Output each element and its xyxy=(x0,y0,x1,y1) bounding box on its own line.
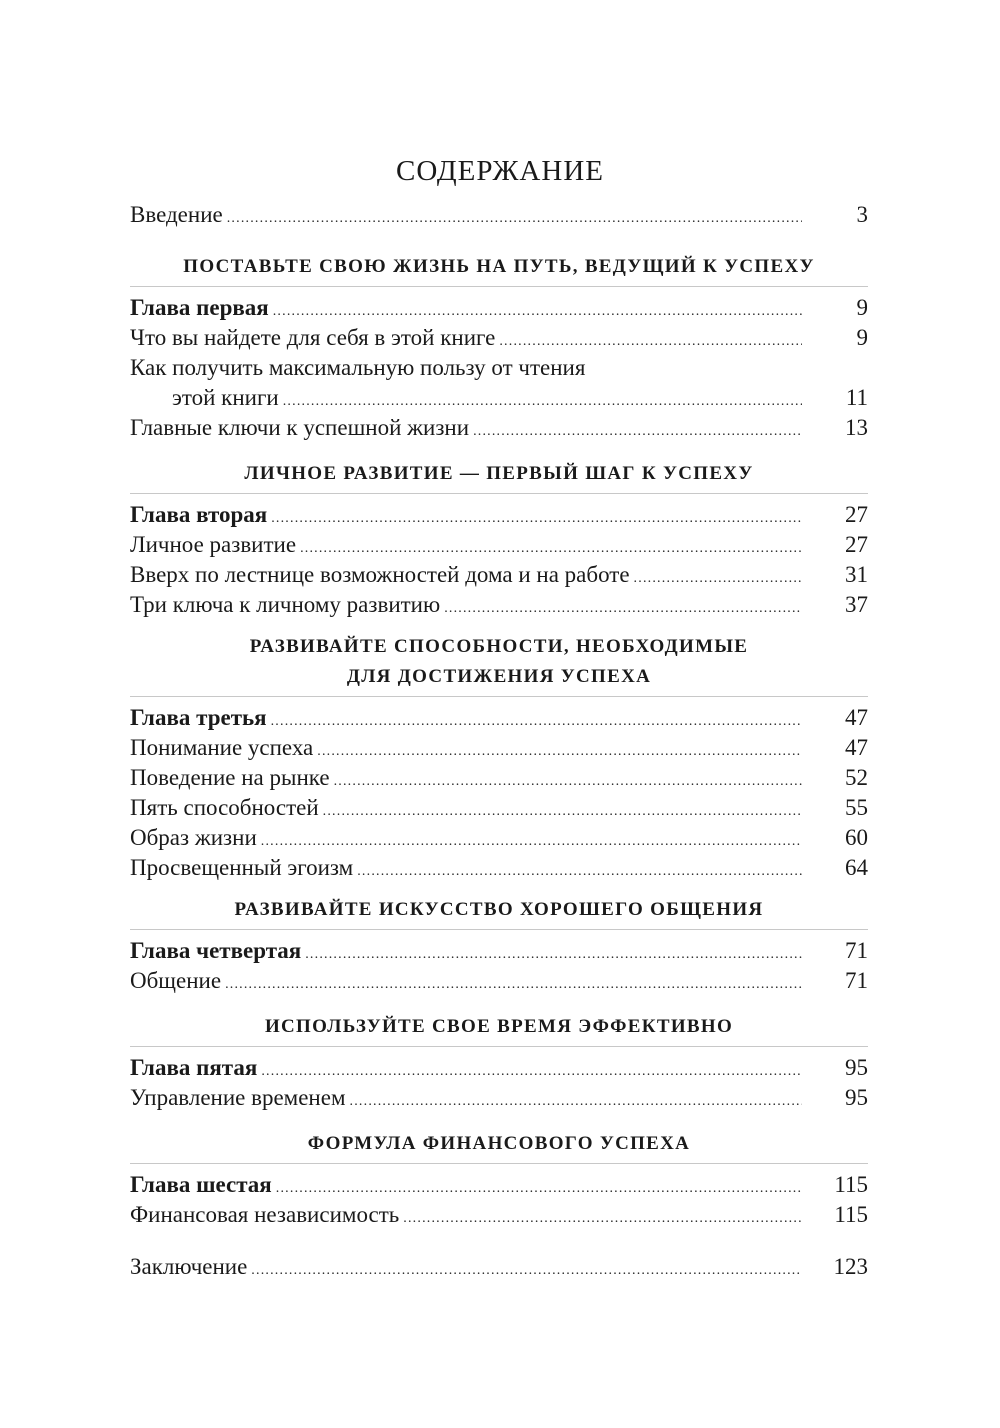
chapter-label: Глава пятая xyxy=(130,1055,258,1080)
chapter-label: Глава первая xyxy=(130,295,269,320)
chapter-label: Глава шестая xyxy=(130,1172,272,1197)
toc-entry[interactable] xyxy=(130,853,868,883)
toc-entry[interactable] xyxy=(130,413,868,443)
toc-entry-label: Вверх по лестнице возможностей дома и на работе xyxy=(130,562,630,587)
dot-leader xyxy=(403,1204,802,1234)
toc-entry-label: Финансовая независимость xyxy=(130,1202,400,1227)
toc-chapter-1[interactable] xyxy=(130,293,868,323)
toc-entry-label: этой книги xyxy=(172,385,279,410)
toc-page-number: 115 xyxy=(834,1172,868,1197)
section-heading-line: ЛИЧНОЕ РАЗВИТИЕ — ПЕРВЫЙ ШАГ К УСПЕХУ xyxy=(244,463,754,484)
toc-page-number: 13 xyxy=(845,415,868,440)
toc-entry-label: Пять способностей xyxy=(130,795,319,820)
toc-entry[interactable] xyxy=(130,966,868,996)
dot-leader xyxy=(271,707,802,737)
dot-leader xyxy=(251,1256,802,1286)
toc-page-number: 55 xyxy=(845,795,868,820)
dot-leader xyxy=(473,417,802,447)
toc-page-number: 71 xyxy=(845,938,868,963)
section-heading xyxy=(130,1129,868,1164)
dot-leader xyxy=(271,504,802,534)
dot-leader xyxy=(225,970,802,1000)
section-heading xyxy=(130,632,868,697)
section-heading-line: ПОСТАВЬТЕ СВОЮ ЖИЗНЬ НА ПУТЬ, ВЕДУЩИЙ К УСПЕХУ xyxy=(183,256,815,277)
toc-chapter-4[interactable] xyxy=(130,936,868,966)
toc-entry-label-line1[interactable]: Как получить максимальную пользу от чтения xyxy=(130,355,586,380)
toc-page-number: 115 xyxy=(834,1202,868,1227)
section-heading xyxy=(130,459,868,494)
toc-page-number: 95 xyxy=(845,1055,868,1080)
toc-entry[interactable] xyxy=(130,530,868,560)
toc-entry[interactable] xyxy=(130,793,868,823)
toc-page-number: 31 xyxy=(845,562,868,587)
chapter-label: Глава четвертая xyxy=(130,938,302,963)
toc-page-number: 47 xyxy=(845,735,868,760)
toc-entry[interactable] xyxy=(130,1200,868,1230)
dot-leader xyxy=(317,737,802,767)
dot-leader xyxy=(305,940,802,970)
section-heading-line: ДЛЯ ДОСТИЖЕНИЯ УСПЕХА xyxy=(346,666,652,687)
toc-entry[interactable] xyxy=(130,1083,868,1113)
toc-entry-label: Общение xyxy=(130,968,222,993)
dot-leader xyxy=(444,594,802,624)
section-heading-line: ИСПОЛЬЗУЙТЕ СВОЕ ВРЕМЯ ЭФФЕКТИВНО xyxy=(264,1016,734,1037)
toc-page-number: 3 xyxy=(856,202,868,227)
section-heading xyxy=(130,252,868,287)
chapter-label: Глава вторая xyxy=(130,502,268,527)
toc-entry-label: Понимание успеха xyxy=(130,735,314,760)
toc-page-number: 11 xyxy=(845,385,868,410)
toc-page-number: 9 xyxy=(856,325,868,350)
toc-entry-label: Управление временем xyxy=(130,1085,346,1110)
toc-entry[interactable] xyxy=(130,383,868,413)
section-heading-line: РАЗВИВАЙТЕ СПОСОБНОСТИ, НЕОБХОДИМЫЕ xyxy=(249,636,749,657)
chapter-label: Глава третья xyxy=(130,705,267,730)
toc-page-number: 123 xyxy=(833,1254,868,1279)
toc-page-number: 27 xyxy=(845,532,868,557)
toc-page-number: 37 xyxy=(845,592,868,617)
toc-chapter-2[interactable] xyxy=(130,500,868,530)
toc-entry-label: Поведение на рынке xyxy=(130,765,330,790)
page-title: СОДЕРЖАНИЕ xyxy=(396,155,604,187)
toc-entry-label: Образ жизни xyxy=(130,825,257,850)
toc-page-number: 64 xyxy=(845,855,868,880)
toc-page-number: 71 xyxy=(845,968,868,993)
section-heading-line: РАЗВИВАЙТЕ ИСКУССТВО ХОРОШЕГО ОБЩЕНИЯ xyxy=(234,899,764,920)
toc-entry[interactable] xyxy=(130,323,868,353)
dot-leader xyxy=(350,1087,802,1117)
section-heading-line: ФОРМУЛА ФИНАНСОВОГО УСПЕХА xyxy=(307,1133,691,1154)
toc-entry[interactable] xyxy=(130,763,868,793)
toc-entry[interactable] xyxy=(130,590,868,620)
dot-leader xyxy=(634,564,802,594)
dot-leader xyxy=(357,857,802,887)
toc-page-number: 52 xyxy=(845,765,868,790)
toc-chapter-3[interactable] xyxy=(130,703,868,733)
toc-entry-label: Личное развитие xyxy=(130,532,297,557)
toc-page-number: 47 xyxy=(845,705,868,730)
toc-entry-intro[interactable] xyxy=(130,200,868,230)
toc-page-number: 95 xyxy=(845,1085,868,1110)
toc-entry-conclusion[interactable] xyxy=(130,1252,868,1282)
section-heading xyxy=(130,1012,868,1047)
section-heading xyxy=(130,895,868,930)
toc-chapter-6[interactable] xyxy=(130,1170,868,1200)
toc-entry-label: Просвещенный эгоизм xyxy=(130,855,354,880)
toc-entry-label: Что вы найдете для себя в этой книге xyxy=(130,325,496,350)
toc-page-number: 9 xyxy=(856,295,868,320)
dot-leader xyxy=(334,767,802,797)
table-of-contents xyxy=(130,150,868,1282)
toc-entry[interactable] xyxy=(130,733,868,763)
toc-entry-label: Введение xyxy=(130,202,223,227)
toc-page-number: 27 xyxy=(845,502,868,527)
dot-leader xyxy=(323,797,802,827)
toc-entry-label: Заключение xyxy=(130,1254,248,1279)
toc-entry-label: Главные ключи к успешной жизни xyxy=(130,415,470,440)
toc-entry[interactable] xyxy=(130,560,868,590)
dot-leader xyxy=(227,204,802,234)
toc-page-number: 60 xyxy=(845,825,868,850)
toc-chapter-5[interactable] xyxy=(130,1053,868,1083)
toc-entry[interactable] xyxy=(130,823,868,853)
toc-entry-label: Три ключа к личному развитию xyxy=(130,592,441,617)
